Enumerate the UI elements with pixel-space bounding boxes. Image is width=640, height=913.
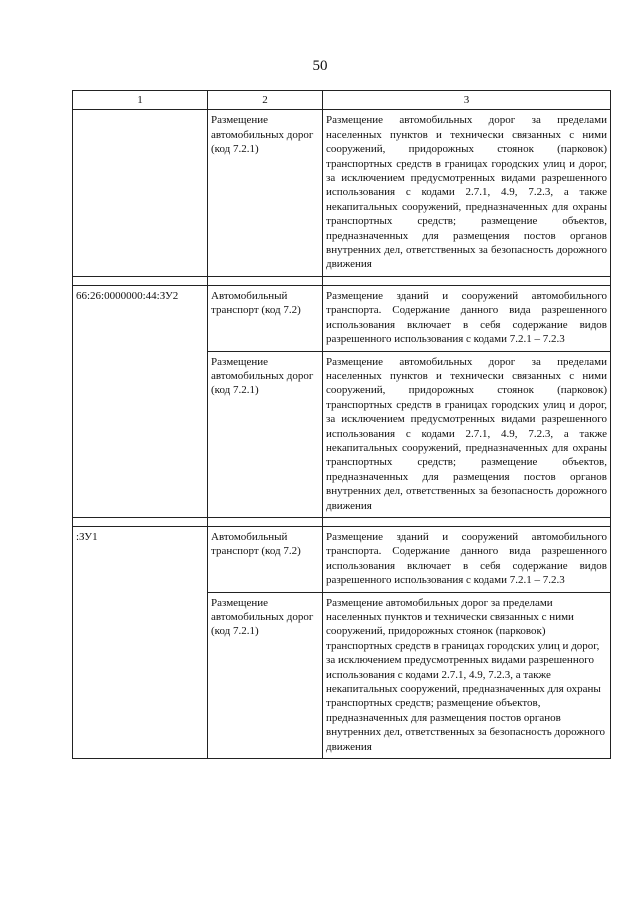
page-number: 50 (312, 58, 328, 74)
use-type-cell: Автомобильный транспорт (код 7.2) (208, 526, 323, 592)
use-description-cell: Размещение зданий и сооружений автомобильного транспорта. Содержание данного вида разрешенного использования включает в себя содержание видов разрешенного использования с кодами 7.2.1 – 7.2.3 (323, 526, 611, 592)
parcel-cell (73, 110, 208, 276)
column-header-2: 2 (208, 91, 323, 110)
table-header-row (73, 91, 611, 110)
use-description-cell: Размещение зданий и сооружений автомобильного транспорта. Содержание данного вида разрешенного использования включает в себя содержание видов разрешенного использования с кодами 7.2.1 – 7.2.3 (323, 285, 611, 351)
parcel-cell: :ЗУ1 (73, 526, 208, 758)
use-description-cell: Размещение автомобильных дорог за пределами населенных пунктов и технически связанных с ними сооружений, придорожных стоянок (парковок) транспортных средств в границах городских улиц и дорог, за исключением предусмотренных видами разрешенного использования с кодами 2.7.1, 4.9, 7.2.3, а также некапитальных сооружений, предназначенных для охраны транспортных средств; размещение объектов, предназначенных для размещения постов органов внутренних дел, ответственных за безопасность дорожного движения (323, 592, 611, 758)
use-type-cell: Размещение автомобильных дорог (код 7.2.1) (208, 592, 323, 758)
use-description-cell: Размещение автомобильных дорог за пределами населенных пунктов и технически связанных с ними сооружений, придорожных стоянок (парковок) транспортных средств в границах городских улиц и дорог, за исключением предусмотренных видами разрешенного использования с кодами 2.7.1, 4.9, 7.2.3, а также некапитальных сооружений, предназначенных для охраны транспортных средств; размещение объектов, предназначенных для размещения постов органов внутренних дел, ответственных за безопасность дорожного движения (323, 110, 611, 276)
column-header-1: 1 (73, 91, 208, 110)
use-description-cell: Размещение автомобильных дорог за пределами населенных пунктов и технически связанных с ними сооружений, придорожных стоянок (парковок) транспортных средств в границах городских улиц и дорог, за исключением предусмотренных видами разрешенного использования с кодами 2.7.1, 4.9, 7.2.3, а также некапитальных сооружений, предназначенных для охраны транспортных средств; размещение объектов, предназначенных для размещения постов органов внутренних дел, ответственных за безопасность дорожного движения (323, 351, 611, 517)
use-type-cell: Размещение автомобильных дорог (код 7.2.1) (208, 351, 323, 517)
table-row (73, 526, 611, 592)
parcel-cell: 66:26:0000000:44:ЗУ2 (73, 285, 208, 517)
use-type-cell: Автомобильный транспорт (код 7.2) (208, 285, 323, 351)
use-type-cell: Размещение автомобильных дорог (код 7.2.1) (208, 110, 323, 276)
column-header-3: 3 (323, 91, 611, 110)
table-row (73, 110, 611, 276)
land-use-table (72, 90, 611, 759)
table-row (73, 285, 611, 351)
